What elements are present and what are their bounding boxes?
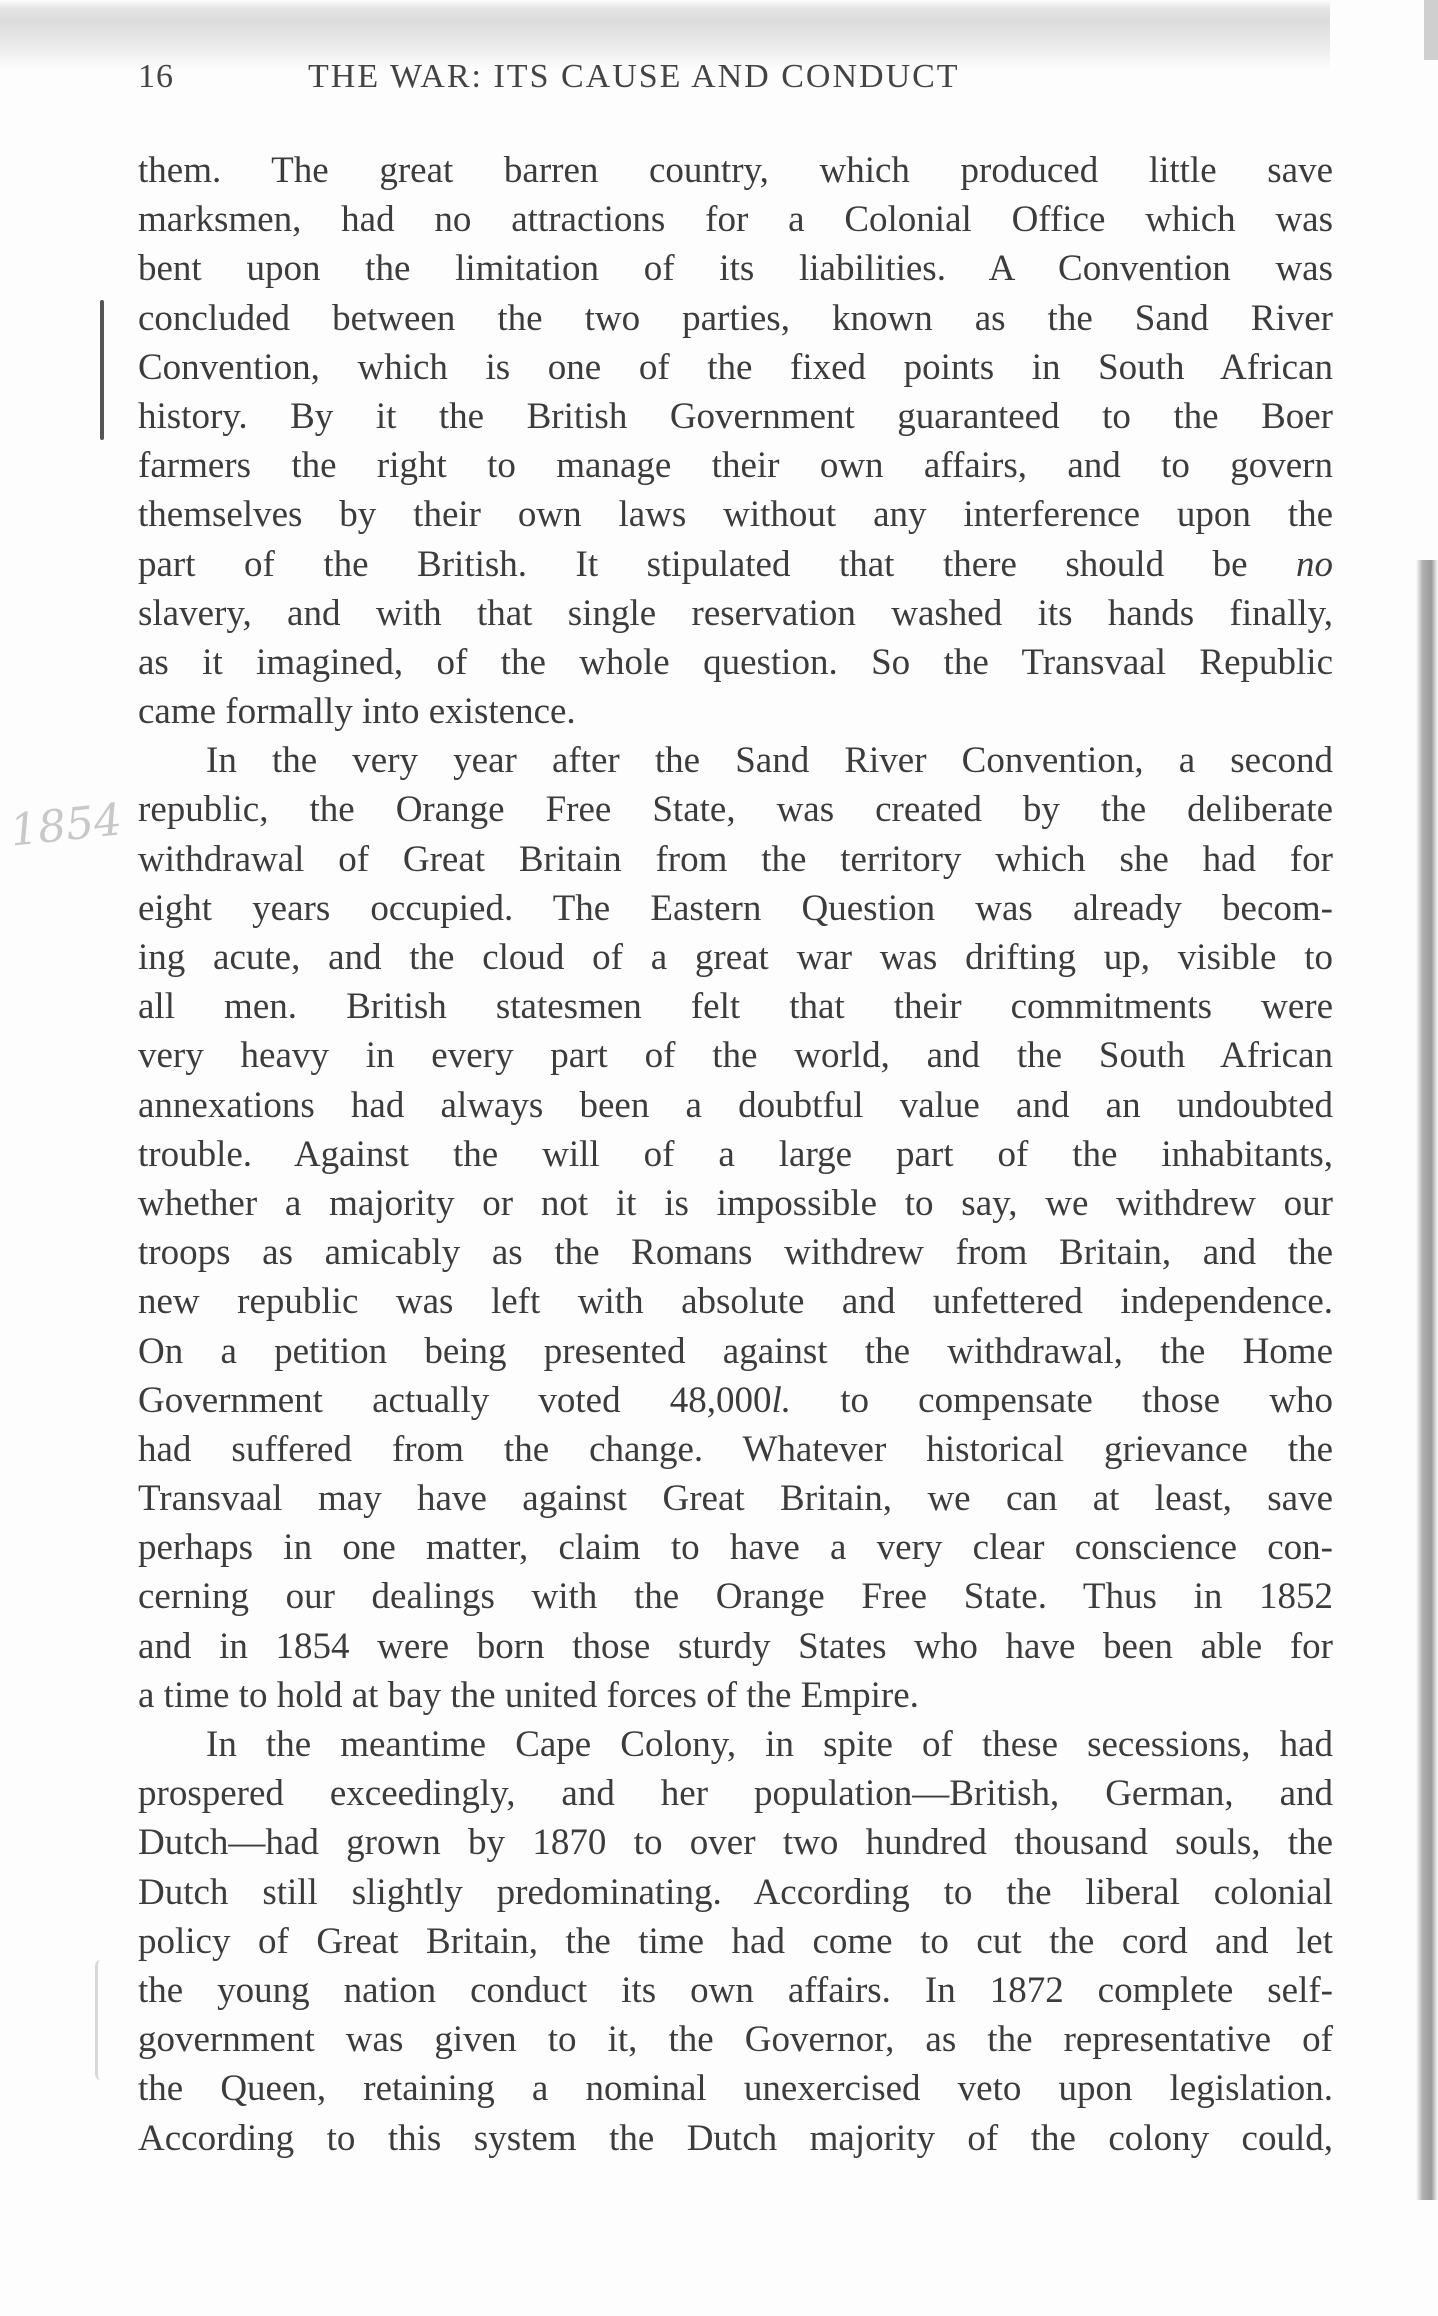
text-line: On a petition being presented against the withdrawal, the Home [138, 1330, 1333, 1372]
text-line: the young nation conduct its own affairs. In 1872 complete self- [138, 1969, 1333, 2011]
running-header [138, 58, 1333, 108]
text-line: as it imagined, of the whole question. So the Transvaal Republic [138, 641, 1333, 683]
text-line: Transvaal may have against Great Britain, we can at least, save [138, 1478, 1333, 1520]
text-line: and in 1854 were born those sturdy States who have been able for [138, 1625, 1333, 1667]
running-title: THE WAR: ITS CAUSE AND CONDUCT [308, 58, 960, 95]
text-line: government was given to it, the Governor, as the representative of [138, 2019, 1333, 2061]
text-line: In the very year after the Sand River Convention, a second [206, 740, 1333, 782]
text-line: annexations had always been a doubtful value and an undoubted [138, 1084, 1333, 1126]
text-line: republic, the Orange Free State, was created by the deliberate [138, 789, 1333, 831]
text-line: concluded between the two parties, known as the Sand River [138, 297, 1333, 339]
text-line: trouble. Against the will of a large part of the inhabitants, [138, 1133, 1333, 1175]
text-line: farmers the right to manage their own affairs, and to govern [138, 445, 1333, 487]
margin-pencil-mark [95, 1960, 101, 2080]
text-line: marksmen, had no attractions for a Colonial Office which was [138, 199, 1333, 241]
text-line: all men. British statesmen felt that their commitments were [138, 986, 1333, 1028]
text-line: Convention, which is one of the fixed points in South African [138, 346, 1333, 388]
text-line: According to this system the Dutch majority of the colony could, [138, 2117, 1333, 2159]
amount: 48,000 [669, 1379, 772, 1421]
text-line: Dutch still slightly predominating. According to the liberal colonial [138, 1871, 1333, 1913]
italic-word: no [1296, 543, 1333, 585]
text-line: perhaps in one matter, claim to have a very clear conscience con- [138, 1527, 1333, 1569]
text-line: history. By it the British Government guaranteed to the Boer [138, 395, 1333, 437]
text-segment: to compensate those who [840, 1379, 1333, 1421]
text-segment: Government actually voted [138, 1379, 621, 1421]
text-line: the Queen, retaining a nominal unexercised veto upon legislation. [138, 2068, 1333, 2110]
text-line: withdrawal of Great Britain from the territory which she had for [138, 838, 1333, 880]
margin-bracket-mark [100, 300, 104, 440]
text-line: eight years occupied. The Eastern Question was already becom- [138, 887, 1333, 929]
text-line: prospered exceedingly, and her population—British, German, and [138, 1773, 1333, 1815]
scan-edge-top-right [1424, 0, 1438, 60]
text-line: In the meantime Cape Colony, in spite of these secessions, had [206, 1724, 1333, 1765]
text-line: new republic was left with absolute and unfettered independence. [138, 1281, 1333, 1323]
paragraph-2 [138, 736, 1333, 1720]
handwritten-margin-note: 1854 [7, 794, 125, 857]
page-number: 16 [138, 58, 174, 95]
text-line: ing acute, and the cloud of a great war was drifting up, visible to [138, 937, 1333, 978]
text-line: slavery, and with that single reservation washed its hands finally, [138, 592, 1333, 634]
text-line: very heavy in every part of the world, and the South African [138, 1035, 1333, 1077]
paragraph-3 [138, 1720, 1333, 2163]
currency-symbol: l. [771, 1379, 792, 1421]
text-line: a time to hold at bay the united forces of the Empire. [138, 1674, 919, 1716]
body-text [138, 146, 1333, 2163]
text-line: troops as amicably as the Romans withdrew from Britain, and the [138, 1232, 1333, 1274]
text-line [138, 1376, 1333, 1425]
text-line: Dutch—had grown by 1870 to over two hundred thousand souls, the [138, 1822, 1333, 1864]
text-segment: part of the British. It stipulated that there should be [138, 543, 1248, 585]
text-line: themselves by their own laws without any interference upon the [138, 494, 1333, 536]
text-line: whether a majority or not it is impossible to say, we withdrew our [138, 1182, 1333, 1224]
paragraph-1 [138, 146, 1333, 736]
text-line: bent upon the limitation of its liabilities. A Convention was [138, 248, 1333, 290]
scan-edge-right [1416, 560, 1438, 2200]
text-line: cerning our dealings with the Orange Free State. Thus in 1852 [138, 1576, 1333, 1618]
text-line: them. The great barren country, which produced little save [138, 150, 1333, 191]
text-line [138, 540, 1333, 589]
text-line: had suffered from the change. Whatever historical grievance the [138, 1428, 1333, 1470]
text-line: policy of Great Britain, the time had come to cut the cord and let [138, 1920, 1333, 1962]
text-line: came formally into existence. [138, 691, 576, 733]
